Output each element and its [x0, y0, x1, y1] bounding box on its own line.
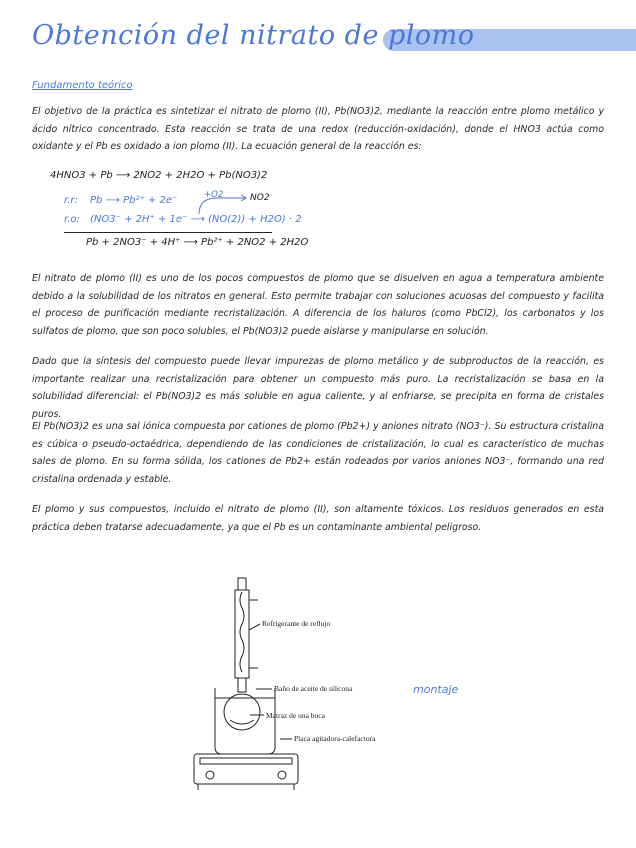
paragraph-recrystallization: Dado que la síntesis del compuesto puede llevar impurezas de plomo metálico y de subproductos de la reacción, es importante realizar una recristalización para obtener un compuesto más puro. La recristalización se basa en la solubilidad diferencial: el Pb(NO3)2 es más soluble en agua caliente, y al enfriarse, se precipita en forma de cristales puros.	[32, 356, 604, 420]
paragraph-toxicity: El plomo y sus compuestos, incluido el nitrato de plomo (II), son altamente tóxicos. Los residuos generados en esta práctica deben tratarse adecuadamente, ya que el Pb es un contaminante ambiental peligroso.	[32, 504, 604, 533]
reduction-half-equation: Pb ⟶ Pb²⁺ + 2e⁻	[90, 195, 178, 206]
intro-paragraph: El objetivo de la práctica es sintetizar el nitrato de plomo (II), Pb(NO3)2, mediante la reacción entre plomo metálico y ácido nítrico concentrado. Esta reacción se trata de una redox (reducción-oxidación), donde el HNO3 actúa como oxidante y el Pb es oxidado a ion plomo (II). La ecuación general de la reacción es:	[32, 106, 604, 152]
reduction-label: r.r:	[64, 195, 78, 206]
equation-net: Pb + 2NO3⁻ + 4H⁺ ⟶ Pb²⁺ + 2NO2 + 2H2O	[86, 237, 309, 248]
page-title: Obtención del nitrato de plomo	[32, 20, 475, 51]
equation-no2: NO2	[250, 193, 270, 203]
oxidation-arrow	[195, 194, 251, 216]
paragraph-solubility: El nitrato de plomo (II) es uno de los pocos compuestos de plomo que se disuelven en agua a temperatura ambiente debido a la solubilidad de los nitratos en general. Esto permite trabajar con soluciones acuosas del compuesto y facilita el proceso de purificación mediante recristalización. A diferencia de los haluros (como PbCl2), los carbonatos y los sulfatos de plomo, que son poco solubles, el Pb(NO3)2 puede aislarse y manipularse en solución.	[32, 273, 604, 337]
label-hot-plate: Placa agitadora-calefactora	[294, 734, 376, 743]
label-flask: Matraz de una boca	[266, 711, 325, 720]
label-oil-bath: Baño de aceite de silicona	[274, 684, 353, 693]
paragraph-structure: El Pb(NO3)2 es una sal iónica compuesta por cationes de plomo (Pb2+) y aniones nitrato (NO3⁻). Su estructura cristalina es cúbica o pseudo-octaédrica, dependiendo de las condiciones de cristalización, lo cual es característico de muchas sales de plomo. En su forma sólida, los cationes de Pb2+ están rodeados por varios aniones NO3⁻, formando una red cristalina ordenada y estable.	[32, 421, 604, 485]
equation-overall: 4HNO3 + Pb ⟶ 2NO2 + 2H2O + Pb(NO3)2	[50, 170, 268, 181]
figure-caption: montaje	[413, 683, 459, 696]
oxidation-half-equation: (NO3⁻ + 2H⁺ + 1e⁻ ⟶ (NO(2)) + H2O) · 2	[90, 214, 302, 225]
oxidation-label: r.o:	[64, 214, 80, 225]
reflux-setup-figure	[180, 572, 380, 797]
equation-divider	[64, 232, 272, 233]
section-subtitle: Fundamento teórico	[32, 80, 133, 91]
equation-plus-o2: +O2	[204, 190, 224, 200]
label-condenser: Refrigerante de reflujo	[262, 619, 331, 628]
